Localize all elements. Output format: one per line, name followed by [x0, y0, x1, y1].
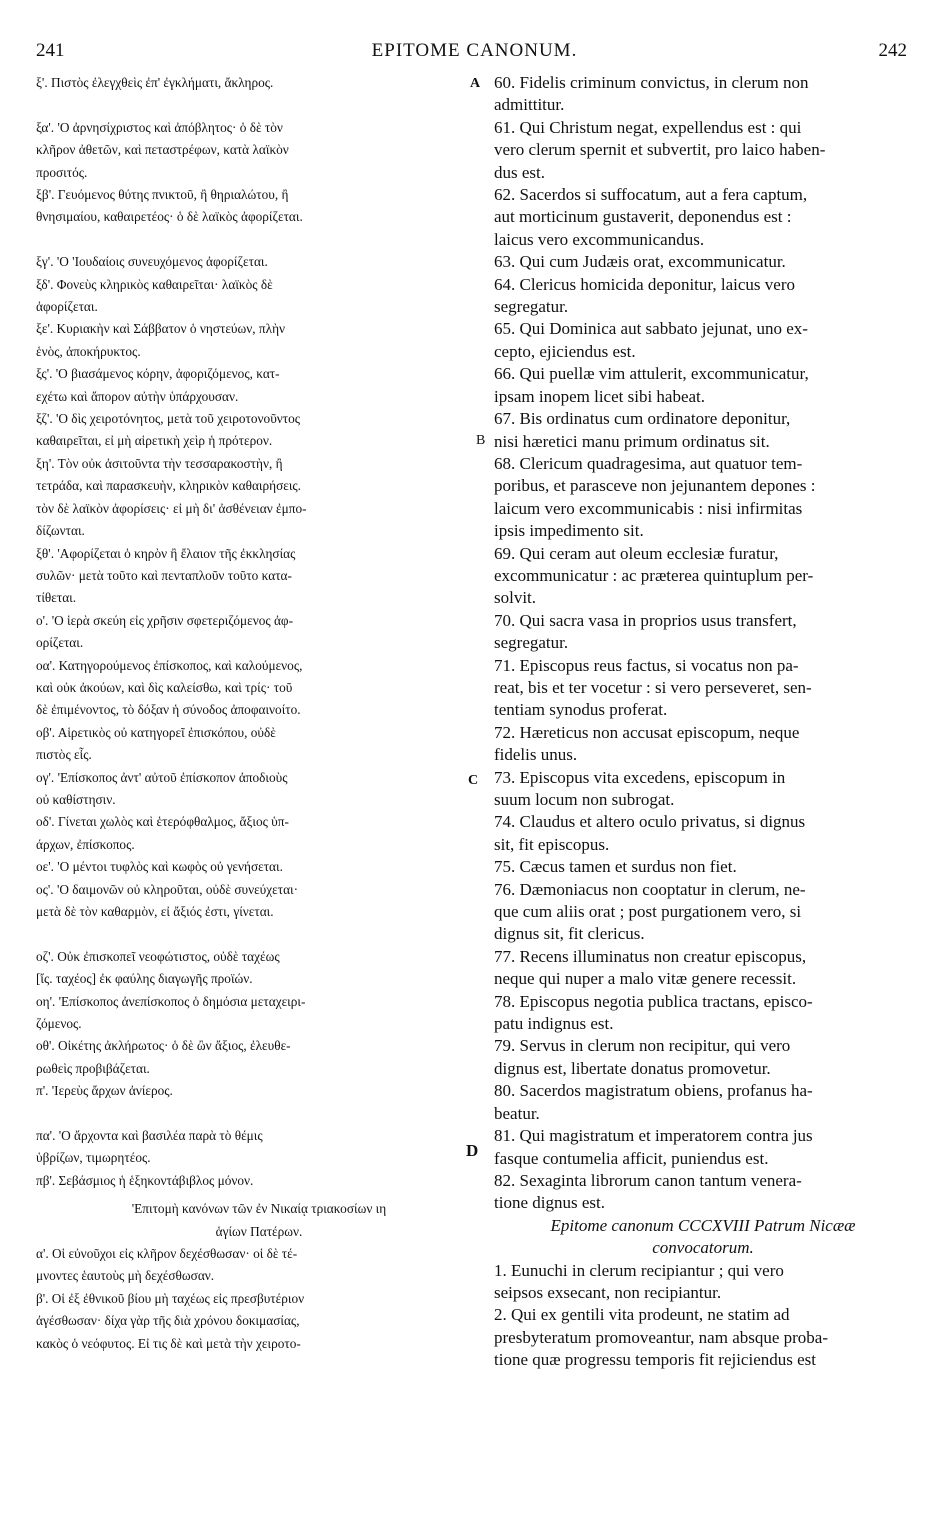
greek-canon-78: οη'. 'Επίσκοπος ἀνεπίσκοπος ὁ δημόσια μεταχειρι- ζόμενος.	[36, 993, 306, 1032]
greek-canon-73: ογ'. 'Επίσκοπος ἀντ' αὐτοῦ ἐπίσκοπον ἀποδιοὺς οὐ καθίστησιν.	[36, 769, 288, 807]
latin-canon-78: 78. Episcopus negotia publica tractans, episco- patu indignus est.	[494, 991, 813, 1034]
greek-nicaea-canon-2: β'. Οἱ ἐξ ἐθνικοῦ βίου μὴ ταχέως εἰς πρεσβυτέριον ἀγέσθωσαν· δίχα γὰρ τῆς διὰ χρόνου δοκιμασίας, κακὸς ὁ νεόφυτος. Εἰ τις δὲ καὶ μετὰ τὴν χειροτο-	[36, 1290, 305, 1351]
greek-canon-71: οα'. Κατηγορούμενος ἐπίσκοπος, καὶ καλούμενος, καὶ οὐκ ἀκούων, καὶ δὶς καλείσθω, καὶ τρίς· τοῦ δὲ ἐπιμένοντος, τὸ δόξαν ἡ σύνοδος ἀποφαινοίτο.	[36, 657, 303, 718]
greek-canon-81: πα'. 'Ο ἄρχοντα καὶ βασιλέα παρὰ τὸ θέμις ὑβρίζων, τιμωρητέος.	[36, 1128, 263, 1166]
margin-marker-d: D	[466, 1141, 479, 1160]
latin-canon-71: 71. Episcopus reus factus, si vocatus non pa- reat, bis et ter vocetur : si vero perseveret, sen- tentiam synodus proferat.	[494, 655, 812, 720]
latin-nicaea-canon-1: 1. Eunuchi in clerum recipiantur ; qui vero seipsos exsecant, non recipiantur.	[494, 1260, 784, 1302]
latin-canon-60: 60. Fidelis criminum convictus, in clerum non admittitur.	[494, 73, 809, 115]
greek-canon-82: πβ'. Σεβάσμιος ἡ ἑξηκοντάβιβλος μόνον.	[36, 1172, 254, 1188]
latin-canon-74: 74. Claudus et altero oculo privatus, si dignus sit, fit episcopus.	[494, 812, 806, 854]
greek-canon-64: ξδ'. Φονεὺς κληρικὸς καθαιρεῖται· λαϊκὸς δὲ ἀφορίζεται.	[36, 276, 273, 315]
greek-canon-61: ξα'. 'Ο ἀρνησίχριστος καὶ ἀπόβλητος· ὁ δὲ τὸν κλῆρον ἀθετῶν, καὶ πεταστρέφων, κατὰ λαϊκὸν προσιτός.	[36, 119, 289, 180]
latin-canon-66: 66. Qui puellæ vim attulerit, excommunicatur, ipsam inopem licet sibi habeat.	[494, 364, 809, 406]
greek-canon-67: ξζ'. 'Ο δὶς χειροτόνητος, μετὰ τοῦ χειροτονοῦντος καθαιρεῖται, εἰ μὴ αἱρετικὴ χεὶρ ἡ πρότερον.	[36, 411, 301, 449]
greek-spacer	[36, 229, 482, 251]
greek-nicaea-heading: 'Επιτομὴ κανόνων τῶν ἐν Νικαίᾳ τριακοσίων ιη ἁγίων Πατέρων.	[131, 1201, 387, 1239]
greek-spacer	[36, 94, 482, 116]
latin-canon-68: 68. Clericum quadragesima, aut quatuor tem- poribus, et parasceve non jejunantem depones : laicum vero excommunicabis : nisi infirmitas ipsis impedimento sit.	[494, 453, 816, 541]
greek-canon-77: οζ'. Οὐκ ἐπισκοπεῖ νεοφώτιστος, οὐδὲ ταχέως [ἴς. ταχέος] ἐκ φαύλης διαγωγῆς προϊών.	[36, 948, 280, 987]
latin-canon-80: 80. Sacerdos magistratum obiens, profanus ha- beatur.	[494, 1081, 813, 1123]
margin-marker-c: C	[468, 773, 479, 788]
latin-canon-73: 73. Episcopus vita excedens, episcopum in suum locum non subrogat.	[494, 767, 786, 809]
greek-canon-65: ξε'. Κυριακὴν καὶ Σάββατον ὁ νηστεύων, πλὴν ἑνὸς, ἀποκήρυκτος.	[36, 321, 286, 359]
latin-canon-72: 72. Hæreticus non accusat episcopum, neque fidelis unus.	[494, 722, 800, 765]
greek-canon-74: οδ'. Γίνεται χωλὸς καὶ ἑτερόφθαλμος, ἄξιος ὑπ- άρχων, ἐπίσκοπος.	[36, 814, 289, 852]
greek-canon-60: ξ'. Πιστὸς ἐλεγχθεὶς ἐπ' ἐγκλήματι, ἄκληρος.	[36, 75, 274, 90]
latin-canon-81: 81. Qui magistratum et imperatorem contra jus fasque contumelia afficit, puniendus est.	[494, 1126, 813, 1168]
greek-spacer	[36, 923, 482, 945]
greek-column	[36, 72, 482, 1355]
latin-nicaea-heading: Epitome canonum CCCXVIII Patrum Nicææ convocatorum.	[550, 1215, 856, 1258]
running-title: EPITOME CANONUM.	[371, 40, 578, 61]
latin-canon-79: 79. Servus in clerum non recipitur, qui vero dignus est, libertate donatus promovetur.	[494, 1036, 791, 1078]
greek-canon-72: οβ'. Αἱρετικὸς οὐ κατηγορεῖ ἐπισκόπου, οὐδὲ πιστὸς εἷς.	[36, 724, 276, 763]
greek-canon-62: ξβ'. Γευόμενος θύτης πνικτοῦ, ἢ θηριαλώτου, ἢ θνησιμαίου, καθαιρετέος· ὁ δὲ λαϊκὸς ἀφορίζεται.	[36, 187, 303, 225]
greek-canon-63: ξγ'. 'Ο 'Ιουδαίοις συνευχόμενος ἀφορίζεται.	[36, 254, 268, 270]
margin-marker-b: B	[476, 433, 486, 448]
left-page-number: 241	[36, 40, 65, 61]
latin-canon-62: 62. Sacerdos si suffocatum, aut a fera captum, aut morticinum gustaverit, deponendus est : laicus vero excommunicandus.	[494, 185, 808, 249]
latin-canon-63: 63. Qui cum Judæis orat, excommunicatur.	[494, 252, 786, 272]
margin-marker-a: A	[470, 76, 481, 91]
greek-canon-79: οθ'. Οἰκέτης ἀκλήρωτος· ὁ δὲ ὢν ἄξιος, ἐλευθε- ρωθεὶς προβιβάζεται.	[36, 1038, 291, 1076]
greek-canon-66: ξς'. 'Ο βιασάμενος κόρην, ἀφοριζόμενος, κατ- εχέτω καὶ ἄπορον αὐτὴν ὑπάρχουσαν.	[36, 366, 280, 404]
latin-canon-61: 61. Qui Christum negat, expellendus est : qui vero clerum spernit et subvertit, pro laico haben- dus est.	[494, 117, 826, 182]
latin-canon-64: 64. Clericus homicida deponitur, laicus vero segregatur.	[494, 274, 795, 317]
latin-canon-67: 67. Bis ordinatus cum ordinatore deponitur, nisi hæretici manu primum ordinatus sit.	[494, 409, 791, 451]
latin-canon-70: 70. Qui sacra vasa in proprios usus transfert, segregatur.	[494, 610, 797, 653]
greek-canon-68: ξη'. Τὸν οὐκ ἀσιτοῦντα τὴν τεσσαρακοστὴν, ἢ τετράδα, καὶ παρασκευὴν, κληρικὸν καθαιρήσεις. τὸν δὲ λαϊκὸν ἀφορίσεις· εἰ μὴ δι' ἀσθένειαν ἐμπο- δίζωνται.	[36, 455, 307, 539]
latin-nicaea-canon-2: 2. Qui ex gentili vita prodeunt, ne statim ad presbyteratum promoveantur, nam absque proba- tione quæ progressu temporis fit rejiciendus est	[494, 1305, 829, 1370]
greek-spacer	[36, 1103, 482, 1125]
latin-canon-82: 82. Sexaginta librorum canon tantum venera- tione dignus est.	[494, 1170, 802, 1213]
greek-nicaea-canon-1: α'. Οἱ εὐνοῦχοι εἰς κλῆρον δεχέσθωσαν· οἱ δὲ τέ- μνοντες ἑαυτοὺς μὴ δεχέσθωσαν.	[36, 1246, 298, 1284]
greek-canon-75: οε'. 'Ο μέντοι τυφλὸς καὶ κωφὸς οὐ γενήσεται.	[36, 859, 283, 875]
right-page-number: 242	[878, 40, 907, 61]
latin-column	[494, 72, 912, 1372]
greek-canon-76: ος'. 'Ο δαιμονῶν οὐ κληροῦται, οὐδὲ συνεύχεται· μετὰ δὲ τὸν καθαρμὸν, εἰ ἄξιός ἐστι, γίνεται.	[36, 881, 299, 919]
greek-canon-69: ξθ'. 'Αφορίζεται ὁ κηρὸν ἢ ἔλαιον τῆς ἐκκλησίας συλῶν· μετὰ τοῦτο καὶ πενταπλοῦν τοῦτο κατα- τίθεται.	[36, 545, 296, 606]
latin-canon-76: 76. Dæmoniacus non cooptatur in clerum, ne- que cum aliis orat ; post purgationem vero, si dignus sit, fit clericus.	[494, 879, 806, 944]
latin-canon-77: 77. Recens illuminatus non creatur episcopus, neque qui nuper a malo vitæ genere recessit.	[494, 946, 807, 989]
greek-canon-70: ο'. 'Ο ἱερὰ σκεύη εἰς χρῆσιν σφετεριζόμενος ἀφ- ορίζεται.	[36, 612, 294, 651]
latin-canon-69: 69. Qui ceram aut oleum ecclesiæ furatur, excommunicatur : ac præterea quintuplum per- solvit.	[494, 543, 814, 608]
latin-canon-75: 75. Cæcus tamen et surdus non fiet.	[494, 857, 737, 877]
latin-canon-65: 65. Qui Dominica aut sabbato jejunat, uno ex- cepto, ejiciendus est.	[494, 319, 808, 361]
greek-canon-80: π'. 'Ιερεὺς ἄρχων ἀνίερος.	[36, 1083, 173, 1099]
